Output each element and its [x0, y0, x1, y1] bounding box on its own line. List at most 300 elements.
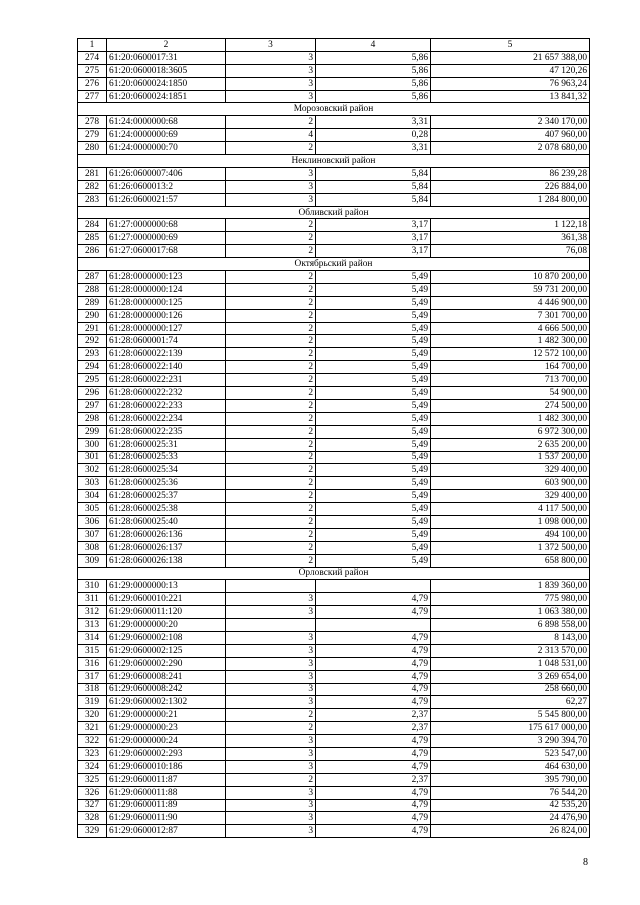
column-4-cell: 5,49 — [316, 451, 431, 464]
column-3-cell: 2 — [226, 541, 316, 554]
row-number-cell: 290 — [78, 309, 107, 322]
cadastral-number-cell: 61:29:0600002:108 — [107, 631, 226, 644]
cadastral-number-cell: 61:29:0600011:88 — [107, 786, 226, 799]
column-5-cell: 329 400,00 — [431, 464, 590, 477]
table-row — [78, 670, 590, 683]
column-3-cell: 2 — [226, 554, 316, 567]
column-4-cell: 5,49 — [316, 335, 431, 348]
column-3-cell: 2 — [226, 438, 316, 451]
district-header-row — [78, 567, 590, 580]
column-3-cell: 2 — [226, 709, 316, 722]
column-4-cell: 5,49 — [316, 412, 431, 425]
column-5-cell: 8 143,00 — [431, 631, 590, 644]
column-3-cell: 3 — [226, 825, 316, 838]
row-number-cell: 297 — [78, 399, 107, 412]
cadastral-number-cell: 61:29:0600002:290 — [107, 657, 226, 670]
column-3-cell: 3 — [226, 735, 316, 748]
table-row — [78, 619, 590, 632]
cadastral-number-cell: 61:28:0600025:36 — [107, 477, 226, 490]
column-4-cell: 5,49 — [316, 528, 431, 541]
cadastral-number-cell: 61:29:0600011:89 — [107, 799, 226, 812]
column-3-cell: 2 — [226, 773, 316, 786]
cadastral-number-cell: 61:28:0600026:138 — [107, 554, 226, 567]
column-5-cell: 4 117 500,00 — [431, 503, 590, 516]
column-5-cell: 2 313 570,00 — [431, 644, 590, 657]
column-5-cell: 494 100,00 — [431, 528, 590, 541]
table-row — [78, 232, 590, 245]
column-3-cell: 2 — [226, 374, 316, 387]
cadastral-number-cell: 61:28:0600022:235 — [107, 425, 226, 438]
cadastral-number-cell: 61:29:0600002:293 — [107, 747, 226, 760]
column-number-header-row — [78, 39, 590, 52]
table-row — [78, 451, 590, 464]
column-4-cell: 3,17 — [316, 232, 431, 245]
column-3-cell: 2 — [226, 490, 316, 503]
cadastral-number-cell: 61:20:0600024:1850 — [107, 77, 226, 90]
table-row — [78, 142, 590, 155]
column-5-cell: 54 900,00 — [431, 387, 590, 400]
cadastral-number-cell: 61:28:0600025:34 — [107, 464, 226, 477]
table-row — [78, 799, 590, 812]
column-5-cell: 6 972 300,00 — [431, 425, 590, 438]
row-number-cell: 321 — [78, 722, 107, 735]
column-5-cell: 5 545 800,00 — [431, 709, 590, 722]
column-4-cell: 3,17 — [316, 245, 431, 258]
column-5-cell: 775 980,00 — [431, 593, 590, 606]
column-5-cell: 26 824,00 — [431, 825, 590, 838]
table-row — [78, 387, 590, 400]
column-3-cell: 2 — [226, 451, 316, 464]
table-row — [78, 606, 590, 619]
table-row — [78, 541, 590, 554]
table-row — [78, 477, 590, 490]
district-name: Орловский район — [78, 567, 590, 580]
column-4-cell: 5,49 — [316, 296, 431, 309]
column-3-cell: 3 — [226, 644, 316, 657]
row-number-cell: 304 — [78, 490, 107, 503]
table-row — [78, 554, 590, 567]
column-5-cell: 1 372 500,00 — [431, 541, 590, 554]
column-3-cell: 2 — [226, 503, 316, 516]
column-header: 1 — [78, 39, 107, 52]
column-3-cell: 4 — [226, 129, 316, 142]
column-5-cell: 603 900,00 — [431, 477, 590, 490]
column-3-cell: 3 — [226, 760, 316, 773]
column-header: 4 — [316, 39, 431, 52]
row-number-cell: 282 — [78, 180, 107, 193]
cadastral-number-cell: 61:27:0600017:68 — [107, 245, 226, 258]
cadastral-number-cell: 61:28:0000000:123 — [107, 271, 226, 284]
row-number-cell: 312 — [78, 606, 107, 619]
row-number-cell: 276 — [78, 77, 107, 90]
cadastral-number-cell: 61:29:0600011:120 — [107, 606, 226, 619]
table-row — [78, 335, 590, 348]
cadastral-number-cell: 61:28:0600022:234 — [107, 412, 226, 425]
table-row — [78, 760, 590, 773]
column-4-cell: 5,49 — [316, 503, 431, 516]
cadastral-number-cell: 61:28:0600022:139 — [107, 348, 226, 361]
column-3-cell: 3 — [226, 180, 316, 193]
column-5-cell: 1 098 000,00 — [431, 515, 590, 528]
column-5-cell: 274 500,00 — [431, 399, 590, 412]
column-4-cell: 5,49 — [316, 438, 431, 451]
column-3-cell: 3 — [226, 799, 316, 812]
cadastral-number-cell: 61:28:0600025:40 — [107, 515, 226, 528]
table-row — [78, 825, 590, 838]
row-number-cell: 308 — [78, 541, 107, 554]
table-row — [78, 503, 590, 516]
row-number-cell: 287 — [78, 271, 107, 284]
row-number-cell: 311 — [78, 593, 107, 606]
column-5-cell: 1 284 800,00 — [431, 193, 590, 206]
row-number-cell: 294 — [78, 361, 107, 374]
district-header-row — [78, 155, 590, 168]
column-5-cell: 164 700,00 — [431, 361, 590, 374]
table-row — [78, 683, 590, 696]
table-row — [78, 399, 590, 412]
column-4-cell: 4,79 — [316, 631, 431, 644]
column-5-cell: 1 122,18 — [431, 219, 590, 232]
column-4-cell: 4,79 — [316, 747, 431, 760]
table-row — [78, 490, 590, 503]
cadastral-number-cell: 61:28:0000000:125 — [107, 296, 226, 309]
column-3-cell: 2 — [226, 219, 316, 232]
column-5-cell: 1 063 380,00 — [431, 606, 590, 619]
column-3-cell: 3 — [226, 593, 316, 606]
table-row — [78, 348, 590, 361]
column-4-cell: 4,79 — [316, 593, 431, 606]
column-5-cell: 4 446 900,00 — [431, 296, 590, 309]
table-row — [78, 696, 590, 709]
column-3-cell: 2 — [226, 322, 316, 335]
column-3-cell: 2 — [226, 142, 316, 155]
column-3-cell: 2 — [226, 722, 316, 735]
column-3-cell: 2 — [226, 412, 316, 425]
column-3-cell — [226, 619, 316, 632]
row-number-cell: 281 — [78, 167, 107, 180]
cadastral-number-cell: 61:28:0600025:37 — [107, 490, 226, 503]
cadastral-number-cell: 61:29:0600010:221 — [107, 593, 226, 606]
column-5-cell: 3 290 394,70 — [431, 735, 590, 748]
row-number-cell: 317 — [78, 670, 107, 683]
table-row — [78, 283, 590, 296]
district-name: Октябрьский район — [78, 258, 590, 271]
table-body — [78, 39, 590, 838]
cadastral-number-cell: 61:24:0000000:70 — [107, 142, 226, 155]
table-row — [78, 747, 590, 760]
column-3-cell: 3 — [226, 64, 316, 77]
column-3-cell: 2 — [226, 399, 316, 412]
column-4-cell: 5,49 — [316, 425, 431, 438]
table-row — [78, 90, 590, 103]
row-number-cell: 323 — [78, 747, 107, 760]
column-4-cell: 3,31 — [316, 116, 431, 129]
column-3-cell: 3 — [226, 670, 316, 683]
column-5-cell: 2 078 680,00 — [431, 142, 590, 155]
table-row — [78, 812, 590, 825]
column-5-cell: 464 630,00 — [431, 760, 590, 773]
column-4-cell: 5,49 — [316, 554, 431, 567]
row-number-cell: 307 — [78, 528, 107, 541]
table-row — [78, 361, 590, 374]
cadastral-number-cell: 61:29:0600002:125 — [107, 644, 226, 657]
cadastral-number-cell: 61:27:0000000:68 — [107, 219, 226, 232]
column-5-cell: 1 537 200,00 — [431, 451, 590, 464]
table-row — [78, 657, 590, 670]
column-4-cell: 5,49 — [316, 515, 431, 528]
column-5-cell: 361,38 — [431, 232, 590, 245]
column-3-cell: 3 — [226, 683, 316, 696]
column-5-cell: 10 870 200,00 — [431, 271, 590, 284]
column-5-cell: 62,27 — [431, 696, 590, 709]
row-number-cell: 327 — [78, 799, 107, 812]
column-4-cell: 4,79 — [316, 606, 431, 619]
row-number-cell: 303 — [78, 477, 107, 490]
row-number-cell: 285 — [78, 232, 107, 245]
cadastral-number-cell: 61:29:0600012:87 — [107, 825, 226, 838]
row-number-cell: 298 — [78, 412, 107, 425]
row-number-cell: 305 — [78, 503, 107, 516]
column-4-cell: 5,49 — [316, 309, 431, 322]
column-4-cell: 5,49 — [316, 387, 431, 400]
cadastral-number-cell: 61:20:0600018:3605 — [107, 64, 226, 77]
column-5-cell: 258 660,00 — [431, 683, 590, 696]
column-3-cell: 2 — [226, 464, 316, 477]
row-number-cell: 284 — [78, 219, 107, 232]
cadastral-number-cell: 61:29:0000000:23 — [107, 722, 226, 735]
column-4-cell: 4,79 — [316, 799, 431, 812]
column-4-cell: 5,49 — [316, 490, 431, 503]
column-4-cell: 2,37 — [316, 722, 431, 735]
column-4-cell: 5,49 — [316, 399, 431, 412]
cadastral-number-cell: 61:29:0600008:241 — [107, 670, 226, 683]
column-5-cell: 658 800,00 — [431, 554, 590, 567]
cadastral-number-cell: 61:29:0600011:90 — [107, 812, 226, 825]
table-row — [78, 129, 590, 142]
column-3-cell: 2 — [226, 477, 316, 490]
column-5-cell: 2 635 200,00 — [431, 438, 590, 451]
row-number-cell: 326 — [78, 786, 107, 799]
column-5-cell: 1 482 300,00 — [431, 335, 590, 348]
column-5-cell: 76,08 — [431, 245, 590, 258]
cadastral-number-cell: 61:28:0600026:136 — [107, 528, 226, 541]
column-3-cell: 2 — [226, 425, 316, 438]
column-4-cell: 5,86 — [316, 90, 431, 103]
column-5-cell: 523 547,00 — [431, 747, 590, 760]
row-number-cell: 325 — [78, 773, 107, 786]
column-4-cell: 5,49 — [316, 374, 431, 387]
column-3-cell: 3 — [226, 77, 316, 90]
column-3-cell: 2 — [226, 528, 316, 541]
column-4-cell: 4,79 — [316, 760, 431, 773]
cadastral-number-cell: 61:28:0600025:33 — [107, 451, 226, 464]
column-5-cell: 59 731 200,00 — [431, 283, 590, 296]
column-4-cell: 4,79 — [316, 644, 431, 657]
column-5-cell: 76 963,24 — [431, 77, 590, 90]
column-3-cell: 2 — [226, 283, 316, 296]
cadastral-value-table — [77, 38, 590, 838]
row-number-cell: 316 — [78, 657, 107, 670]
column-3-cell: 3 — [226, 747, 316, 760]
row-number-cell: 274 — [78, 51, 107, 64]
table-row — [78, 245, 590, 258]
table-row — [78, 77, 590, 90]
column-header: 5 — [431, 39, 590, 52]
column-4-cell: 5,86 — [316, 77, 431, 90]
column-4-cell: 2,37 — [316, 709, 431, 722]
column-5-cell: 1 048 531,00 — [431, 657, 590, 670]
table-row — [78, 116, 590, 129]
cadastral-number-cell: 61:28:0000000:124 — [107, 283, 226, 296]
column-4-cell: 4,79 — [316, 683, 431, 696]
column-4-cell: 5,49 — [316, 322, 431, 335]
row-number-cell: 314 — [78, 631, 107, 644]
column-4-cell: 4,79 — [316, 657, 431, 670]
cadastral-number-cell: 61:28:0600022:231 — [107, 374, 226, 387]
column-4-cell — [316, 619, 431, 632]
table-row — [78, 593, 590, 606]
row-number-cell: 296 — [78, 387, 107, 400]
cadastral-number-cell: 61:27:0000000:69 — [107, 232, 226, 245]
column-5-cell: 12 572 100,00 — [431, 348, 590, 361]
district-name: Неклиновский район — [78, 155, 590, 168]
row-number-cell: 301 — [78, 451, 107, 464]
row-number-cell: 313 — [78, 619, 107, 632]
column-4-cell: 5,84 — [316, 180, 431, 193]
column-3-cell: 2 — [226, 232, 316, 245]
column-3-cell: 3 — [226, 167, 316, 180]
column-3-cell: 2 — [226, 245, 316, 258]
column-4-cell: 3,31 — [316, 142, 431, 155]
cadastral-number-cell: 61:29:0000000:24 — [107, 735, 226, 748]
column-4-cell: 4,79 — [316, 786, 431, 799]
column-5-cell: 2 340 170,00 — [431, 116, 590, 129]
table-row — [78, 735, 590, 748]
row-number-cell: 295 — [78, 374, 107, 387]
row-number-cell: 328 — [78, 812, 107, 825]
table-row — [78, 631, 590, 644]
district-header-row — [78, 258, 590, 271]
column-4-cell: 4,79 — [316, 812, 431, 825]
column-3-cell: 3 — [226, 657, 316, 670]
column-5-cell: 42 535,20 — [431, 799, 590, 812]
table-row — [78, 374, 590, 387]
column-3-cell: 3 — [226, 786, 316, 799]
column-4-cell: 5,49 — [316, 271, 431, 284]
column-4-cell: 5,49 — [316, 361, 431, 374]
table-row — [78, 528, 590, 541]
table-row — [78, 51, 590, 64]
column-5-cell: 7 301 700,00 — [431, 309, 590, 322]
table-row — [78, 193, 590, 206]
column-5-cell: 713 700,00 — [431, 374, 590, 387]
table-row — [78, 644, 590, 657]
column-5-cell: 47 120,26 — [431, 64, 590, 77]
row-number-cell: 322 — [78, 735, 107, 748]
page-number: 8 — [583, 857, 588, 868]
column-3-cell: 3 — [226, 90, 316, 103]
column-3-cell: 2 — [226, 515, 316, 528]
column-5-cell: 3 269 654,00 — [431, 670, 590, 683]
column-5-cell: 407 960,00 — [431, 129, 590, 142]
column-4-cell: 4,79 — [316, 735, 431, 748]
column-5-cell: 395 790,00 — [431, 773, 590, 786]
column-3-cell — [226, 580, 316, 593]
row-number-cell: 280 — [78, 142, 107, 155]
column-4-cell: 4,79 — [316, 825, 431, 838]
cadastral-number-cell: 61:26:0600013:2 — [107, 180, 226, 193]
column-3-cell: 3 — [226, 631, 316, 644]
table-row — [78, 438, 590, 451]
cadastral-number-cell: 61:24:0000000:69 — [107, 129, 226, 142]
cadastral-number-cell: 61:28:0600022:233 — [107, 399, 226, 412]
cadastral-number-cell: 61:29:0000000:20 — [107, 619, 226, 632]
district-header-row — [78, 103, 590, 116]
cadastral-number-cell: 61:28:0000000:127 — [107, 322, 226, 335]
column-5-cell: 1 482 300,00 — [431, 412, 590, 425]
table-row — [78, 425, 590, 438]
table-row — [78, 722, 590, 735]
cadastral-number-cell: 61:29:0000000:21 — [107, 709, 226, 722]
column-4-cell: 4,79 — [316, 696, 431, 709]
row-number-cell: 302 — [78, 464, 107, 477]
cadastral-number-cell: 61:29:0600008:242 — [107, 683, 226, 696]
row-number-cell: 279 — [78, 129, 107, 142]
column-3-cell: 2 — [226, 116, 316, 129]
table-row — [78, 271, 590, 284]
column-5-cell: 21 657 388,00 — [431, 51, 590, 64]
column-4-cell: 3,17 — [316, 219, 431, 232]
column-3-cell: 3 — [226, 696, 316, 709]
row-number-cell: 278 — [78, 116, 107, 129]
column-5-cell: 86 239,28 — [431, 167, 590, 180]
cadastral-number-cell: 61:29:0000000:13 — [107, 580, 226, 593]
district-header-row — [78, 206, 590, 219]
row-number-cell: 293 — [78, 348, 107, 361]
column-5-cell: 6 898 558,00 — [431, 619, 590, 632]
table-row — [78, 322, 590, 335]
cadastral-number-cell: 61:29:0600010:186 — [107, 760, 226, 773]
row-number-cell: 309 — [78, 554, 107, 567]
cadastral-number-cell: 61:24:0000000:68 — [107, 116, 226, 129]
cadastral-number-cell: 61:26:0600021:57 — [107, 193, 226, 206]
cadastral-number-cell: 61:28:0600026:137 — [107, 541, 226, 554]
column-4-cell — [316, 580, 431, 593]
column-4-cell: 5,49 — [316, 477, 431, 490]
column-3-cell: 3 — [226, 812, 316, 825]
column-4-cell: 5,86 — [316, 64, 431, 77]
table-row — [78, 309, 590, 322]
column-3-cell: 2 — [226, 335, 316, 348]
table-row — [78, 296, 590, 309]
column-3-cell: 3 — [226, 51, 316, 64]
column-3-cell: 3 — [226, 606, 316, 619]
table-row — [78, 412, 590, 425]
column-4-cell: 5,49 — [316, 283, 431, 296]
column-4-cell: 0,28 — [316, 129, 431, 142]
column-4-cell: 5,49 — [316, 464, 431, 477]
table-row — [78, 180, 590, 193]
column-3-cell: 2 — [226, 271, 316, 284]
column-4-cell: 5,84 — [316, 193, 431, 206]
column-3-cell: 2 — [226, 348, 316, 361]
cadastral-number-cell: 61:28:0000000:126 — [107, 309, 226, 322]
row-number-cell: 329 — [78, 825, 107, 838]
cadastral-number-cell: 61:29:0600011:87 — [107, 773, 226, 786]
row-number-cell: 291 — [78, 322, 107, 335]
column-4-cell: 5,49 — [316, 348, 431, 361]
column-4-cell: 4,79 — [316, 670, 431, 683]
